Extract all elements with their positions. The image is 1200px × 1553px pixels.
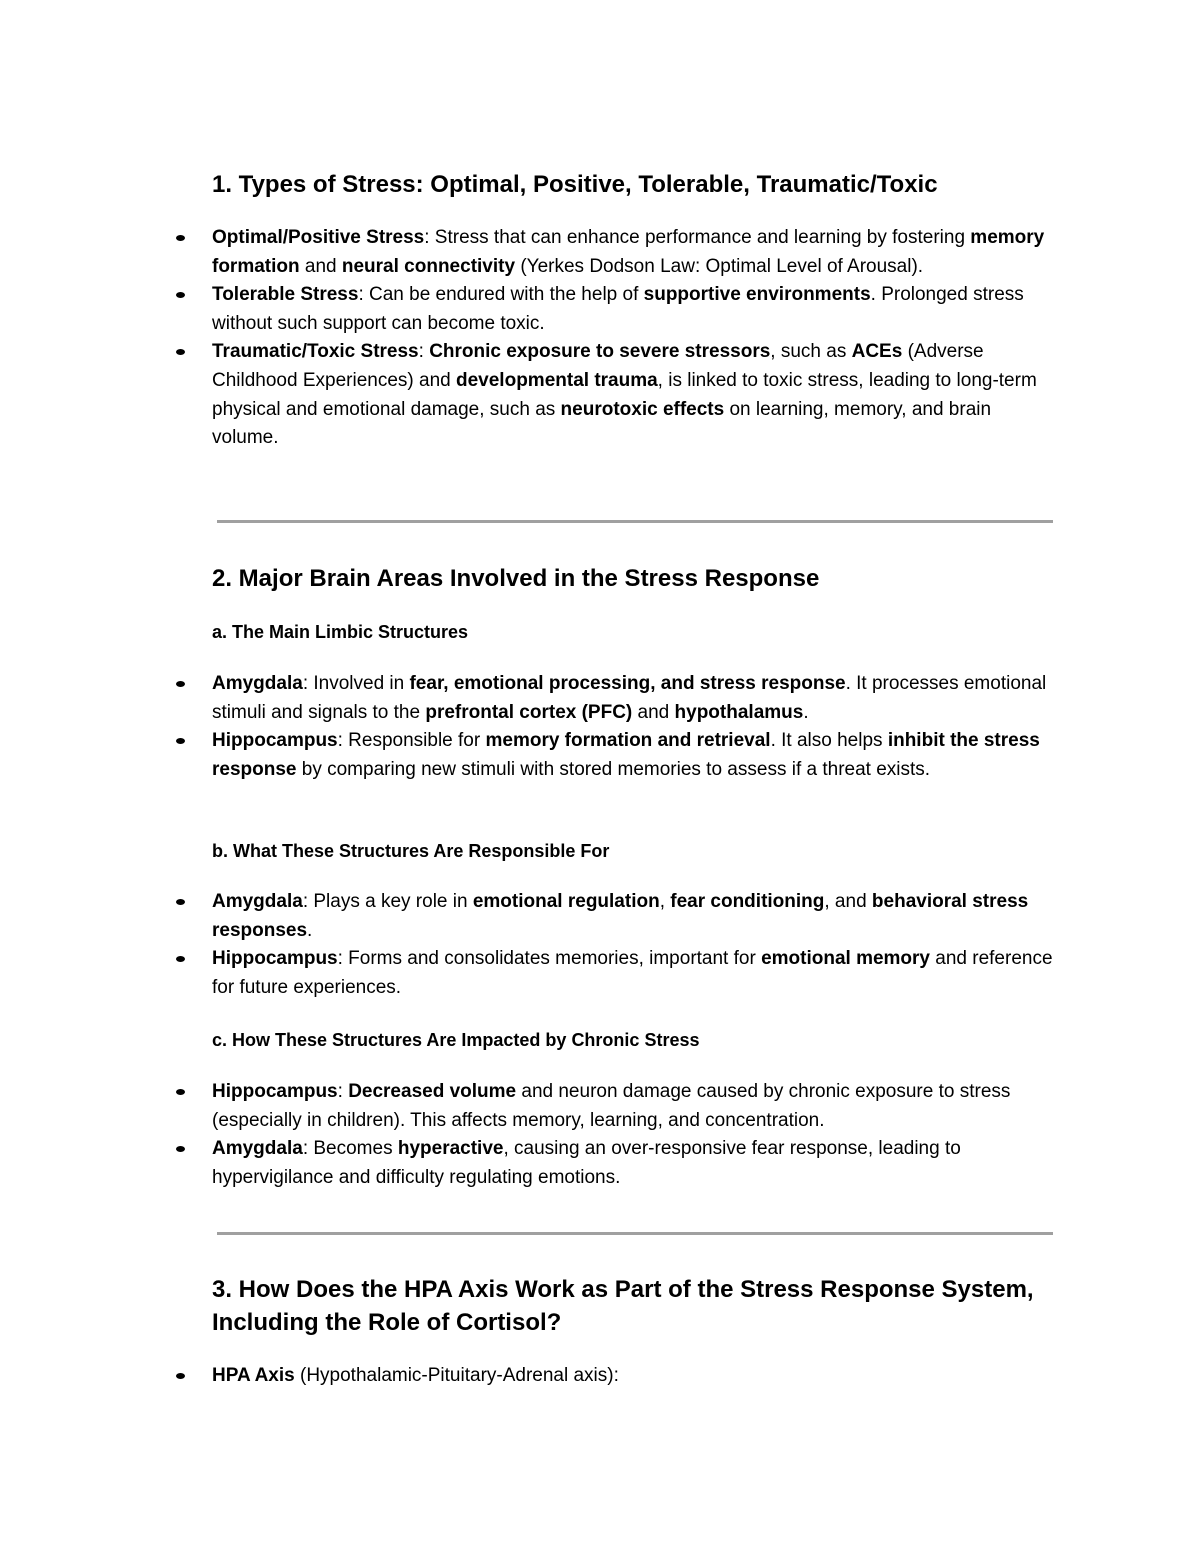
list-item: Hippocampus: Responsible for memory formation and retrieval. It also helps inhibit the stress response by comparing new stimuli with stored memories to assess if a threat exists. [212,727,1062,784]
bullet-icon [176,899,185,905]
horizontal-divider [217,520,1053,523]
list-item: Traumatic/Toxic Stress: Chronic exposure to severe stressors, such as ACEs (Adverse Childhood Experiences) and developmental trauma, is linked to toxic stress, leading to long-term physical and emotional damage, such as neurotoxic effects on learning, memory, and brain volume. [212,338,1062,452]
subsection-b-list [212,888,1062,1002]
section-1-list [212,224,1062,453]
bullet-icon [176,1089,185,1095]
list-item: HPA Axis (Hypothalamic-Pituitary-Adrenal axis): [212,1362,1062,1391]
bullet-icon [176,681,185,687]
subsection-c-heading: c. How These Structures Are Impacted by Chronic Stress [212,1030,700,1050]
bullet-icon [176,1146,185,1152]
bullet-icon [176,956,185,962]
bullet-icon [176,738,185,744]
section-3-list [212,1362,1062,1391]
section-1-title: 1. Types of Stress: Optimal, Positive, Tolerable, Traumatic/Toxic [212,171,938,198]
list-item: Tolerable Stress: Can be endured with the help of supportive environments. Prolonged stress without such support can become toxic. [212,281,1062,338]
list-item: Hippocampus: Forms and consolidates memories, important for emotional memory and reference for future experiences. [212,945,1062,1002]
subsection-a-heading: a. The Main Limbic Structures [212,622,469,642]
list-item: Amygdala: Becomes hyperactive, causing an over-responsive fear response, leading to hypervigilance and difficulty regulating emotions. [212,1135,1062,1192]
bullet-icon [176,349,185,355]
list-item: Amygdala: Involved in fear, emotional processing, and stress response. It processes emotional stimuli and signals to the prefrontal cortex (PFC) and hypothalamus. [212,670,1062,727]
section-2-title: 2. Major Brain Areas Involved in the Stress Response [212,565,820,592]
bullet-icon [176,1373,185,1379]
list-item: Hippocampus: Decreased volume and neuron damage caused by chronic exposure to stress (especially in children). This affects memory, learning, and concentration. [212,1078,1062,1135]
bullet-icon [176,292,185,298]
list-item: Optimal/Positive Stress: Stress that can enhance performance and learning by fostering memory formation and neural connectivity (Yerkes Dodson Law: Optimal Level of Arousal). [212,224,1062,281]
subsection-a-list [212,670,1062,784]
list-item: Amygdala: Plays a key role in emotional regulation, fear conditioning, and behavioral stress responses. [212,888,1062,945]
horizontal-divider [217,1232,1053,1235]
subsection-b-heading: b. What These Structures Are Responsible For [212,841,610,861]
bullet-icon [176,235,185,241]
section-3-title: 3. How Does the HPA Axis Work as Part of the Stress Response System, Including the Role of Cortisol? [212,1276,1034,1336]
subsection-c-list [212,1078,1062,1192]
